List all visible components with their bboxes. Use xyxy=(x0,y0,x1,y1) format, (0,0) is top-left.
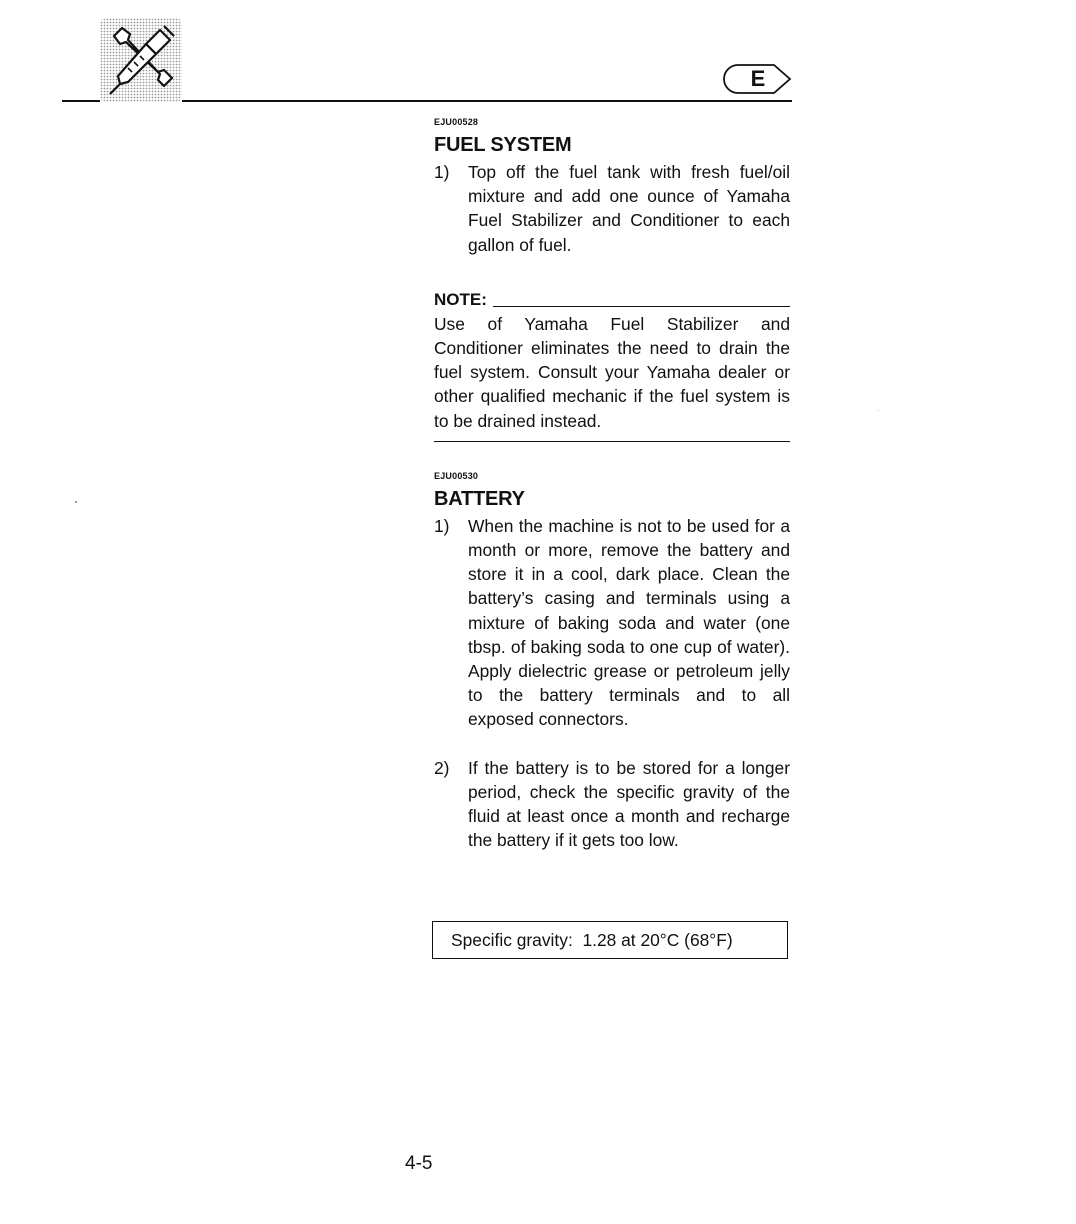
battery-code: EJU00530 xyxy=(434,470,479,481)
fuel-system-heading: FUEL SYSTEM xyxy=(434,134,572,156)
note-end-rule xyxy=(434,441,790,442)
content-column xyxy=(434,116,790,852)
language-badge: E xyxy=(750,66,766,91)
tools-icon xyxy=(100,18,182,102)
battery-step xyxy=(434,514,790,732)
step-number: 1) xyxy=(434,515,450,536)
spec-label: Specific gravity: xyxy=(451,930,573,950)
note-header xyxy=(434,288,790,312)
scan-speck xyxy=(878,410,879,411)
specific-gravity-box xyxy=(432,921,788,959)
note-header-rule xyxy=(493,306,790,307)
fuel-system-step xyxy=(434,160,790,257)
step-number: 1) xyxy=(434,162,450,182)
page-number: 4-5 xyxy=(405,1153,433,1174)
note-label: NOTE: xyxy=(434,289,487,309)
battery-step xyxy=(434,756,790,853)
note-text: Use of Yamaha Fuel Stabilizer and Conditioner eliminates the need to drain the fuel system. Consult your Yamaha dealer or other qualified mechanic if the fuel system is to be drained instead. xyxy=(434,313,790,431)
step-text: Top off the fuel tank with fresh fuel/oil mixture and add one ounce of Yamaha Fuel Stabilizer and Conditioner to each gallon of fuel. xyxy=(468,162,790,255)
battery-heading: BATTERY xyxy=(434,487,525,510)
step-text: If the battery is to be stored for a longer period, check the specific gravity of the fluid at least once a month and recharge the battery if it gets too low. xyxy=(468,757,790,851)
step-text: When the machine is not to be used for a month or more, remove the battery and store it in a cool, dark place. Clean the battery’s casing and terminals using a mixture of baking soda and water (one tbsp. of baking soda to one cup of water). Apply dielectric grease or petroleum jelly to the battery terminals and to all exposed connectors. xyxy=(468,515,790,730)
spec-value: 1.28 at 20°C (68°F) xyxy=(582,930,733,950)
scan-speck xyxy=(75,501,77,503)
fuel-system-code: EJU00528 xyxy=(434,117,479,127)
step-number: 2) xyxy=(434,757,450,778)
